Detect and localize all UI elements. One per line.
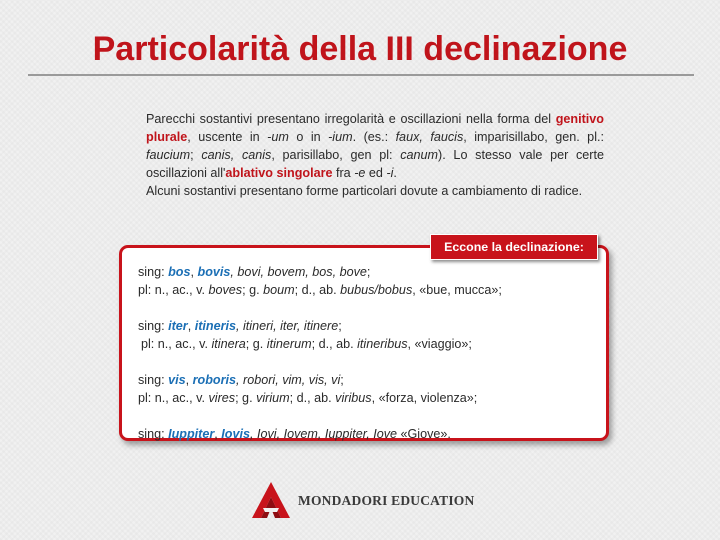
meaning: «Giove».	[397, 427, 451, 441]
declension-entry-iuppiter	[138, 425, 592, 443]
title-divider	[28, 74, 694, 76]
separator: ,	[185, 373, 193, 387]
intro-text-part: ). Lo stesso vale per certe oscillazioni all'	[146, 148, 604, 180]
sing-label: sing:	[138, 319, 169, 333]
sing-label: sing:	[138, 265, 169, 279]
plural-dative: bubus/bobus	[340, 283, 413, 297]
plural-dative: itineribus	[357, 337, 408, 351]
ending-ium: -ium	[328, 130, 353, 144]
intro-text-part: ed	[365, 166, 387, 180]
example-canis: canis, canis	[201, 148, 272, 162]
plural-gen-label: ; g.	[242, 283, 264, 297]
intro-text-part: , imparisillabo, gen. pl.:	[463, 130, 604, 144]
genitive: itineris	[194, 319, 237, 333]
intro-text-part: Parecchi sostantivi presentano irregolarità e oscillazioni nella forma del	[146, 112, 556, 126]
singular-end: ;	[338, 319, 342, 333]
plural-label: pl: n., ac., v.	[138, 283, 209, 297]
intro-text-part: , parisillabo, gen pl:	[271, 148, 401, 162]
plural-line	[138, 335, 592, 353]
plural-genitive: virium	[256, 391, 290, 405]
nominative: bos	[168, 265, 191, 279]
meaning: , «bue, mucca»;	[412, 283, 502, 297]
intro-text-part: o in	[288, 130, 329, 144]
plural-dat-label: ; d., ab.	[294, 283, 341, 297]
nominative: iter	[168, 319, 188, 333]
intro-text-part: ;	[190, 148, 202, 162]
sing-label: sing:	[138, 427, 169, 441]
singular-forms: , itineri, iter, itinere	[236, 319, 339, 333]
genitive: roboris	[192, 373, 237, 387]
intro-paragraph	[146, 110, 604, 182]
separator: ,	[190, 265, 198, 279]
singular-end: ;	[366, 265, 371, 279]
ending-i: -i	[386, 166, 394, 180]
declension-entry-bos	[138, 263, 592, 299]
nominative: vis	[168, 373, 186, 387]
singular-forms: , bovi, bovem, bos, bove	[230, 265, 367, 279]
example-canum: canum	[400, 148, 439, 162]
mondadori-a-logo-icon	[250, 480, 292, 520]
intro-text-part: , uscente in	[187, 130, 268, 144]
plural-gen-label: ; g.	[245, 337, 267, 351]
plural-genitive: boum	[263, 283, 295, 297]
plural-gen-label: ; g.	[235, 391, 257, 405]
brand-name: MONDADORI EDUCATION	[298, 493, 475, 508]
highlight-ablativo-singolare: ablativo singolare	[225, 166, 333, 180]
footer-brand	[250, 480, 490, 520]
singular-forms: , Iovi, Iovem, Iuppiter, Iove	[250, 427, 397, 441]
highlight-genitivo-plurale: genitivo plurale	[146, 112, 604, 144]
singular-forms: , robori, vim, vis, vi	[236, 373, 341, 387]
plural-dative: viribus	[335, 391, 372, 405]
declension-entry-iter	[138, 317, 592, 353]
genitive: Iovis	[221, 427, 250, 441]
intro-text-part: .	[393, 166, 397, 180]
plural-label: pl: n., ac., v.	[138, 391, 209, 405]
genitive: bovis	[197, 265, 231, 279]
intro-text	[146, 110, 604, 200]
declension-badge: Eccone la declinazione:	[430, 234, 598, 260]
example-faucium: faucium	[146, 148, 191, 162]
ending-e: -e	[354, 166, 366, 180]
singular-line	[138, 263, 592, 281]
singular-line	[138, 371, 592, 389]
separator: ,	[214, 427, 222, 441]
nominative: Iuppiter	[168, 427, 215, 441]
separator: ,	[187, 319, 195, 333]
plural-line	[138, 281, 592, 299]
example-faux: faux, faucis	[395, 130, 464, 144]
ending-um: -um	[267, 130, 289, 144]
singular-line	[138, 317, 592, 335]
meaning: , «forza, violenza»;	[371, 391, 478, 405]
plural-dat-label: ; d., ab.	[311, 337, 358, 351]
plural-nominative: vires	[208, 391, 236, 405]
plural-nominative: boves	[208, 283, 243, 297]
singular-line	[138, 425, 592, 443]
meaning: , «viaggio»;	[407, 337, 472, 351]
declension-entry-vis	[138, 371, 592, 407]
plural-label: pl: n., ac., v.	[141, 337, 212, 351]
declension-box	[119, 245, 609, 441]
intro-paragraph-2: Alcuni sostantivi presentano forme particolari dovute a cambiamento di radice.	[146, 184, 583, 198]
plural-line	[138, 389, 592, 407]
singular-end: ;	[340, 373, 344, 387]
intro-text-part: fra	[332, 166, 355, 180]
plural-genitive: itinerum	[266, 337, 312, 351]
sing-label: sing:	[138, 373, 169, 387]
plural-nominative: itinera	[211, 337, 246, 351]
page-title: Particolarità della III declinazione	[92, 30, 628, 68]
plural-dat-label: ; d., ab.	[289, 391, 336, 405]
intro-text-part: . (es.:	[352, 130, 396, 144]
